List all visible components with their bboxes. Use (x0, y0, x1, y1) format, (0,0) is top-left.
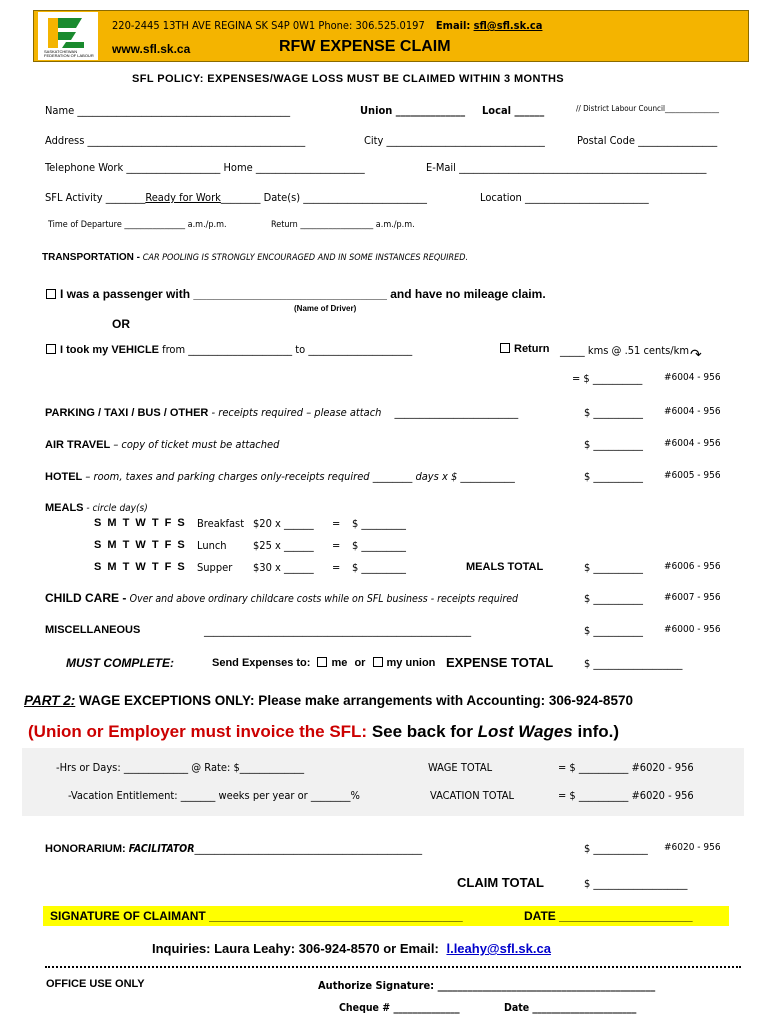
claim-total-amount[interactable]: $ ___________________ (584, 877, 688, 890)
email-link[interactable]: sfl@sfl.sk.ca (473, 19, 543, 32)
air-amount[interactable]: $ __________ (584, 438, 643, 451)
air-note: – copy of ticket must be attached (110, 438, 280, 451)
supper-rate[interactable]: $30 x ______ (253, 561, 314, 574)
lunch-label: Lunch (197, 539, 227, 552)
invoice-black-text: See back for (371, 722, 473, 741)
arrow-icon: ↷ (690, 346, 702, 362)
wage-total-label: WAGE TOTAL (428, 761, 493, 774)
address-text: 220-2445 13TH AVE REGINA SK S4P 0W1 Phone: 306.525.0197 (112, 19, 425, 32)
local-field[interactable]: Local ______ (482, 104, 545, 117)
meal-days-breakfast[interactable]: S M T W T F S (94, 517, 187, 529)
parking-row (45, 406, 518, 419)
childcare-amount[interactable]: $ __________ (584, 592, 643, 605)
logo-caption: SASKATCHEWAN FEDERATION OF LABOUR (44, 49, 94, 58)
vehicle-route: from _____________________ to _____________________ (162, 343, 413, 356)
childcare-label: CHILD CARE - (45, 591, 127, 605)
misc-label: MISCELLANEOUS (45, 624, 141, 636)
transport-note: CAR POOLING IS STRONGLY ENCOURAGED AND IN SOME INSTANCES REQUIRED. (142, 253, 469, 263)
telephone-field[interactable]: Telephone Work ___________________ Home ______________________ (45, 161, 365, 174)
send-me-label: me (331, 657, 348, 669)
inquiries-row (152, 941, 551, 956)
union-field[interactable]: Union ______________ (360, 104, 466, 117)
activity-label: SFL Activity ________ (45, 191, 146, 204)
name-field[interactable]: Name ___________________________________________ (45, 104, 291, 117)
signature-row[interactable] (50, 909, 463, 923)
lost-wages-text: Lost Wages (477, 722, 573, 741)
inquiries-email-link[interactable]: l.leahy@sfl.sk.ca (446, 941, 551, 956)
passenger-checkbox[interactable] (46, 289, 56, 299)
invoice-red-text: (Union or Employer must invoice the SFL: (28, 722, 368, 741)
policy-text: SFL POLICY: EXPENSES/WAGE LOSS MUST BE CLAIMED WITHIN 3 MONTHS (132, 73, 565, 85)
claim-total-label: CLAIM TOTAL (457, 875, 544, 890)
info-text: info.) (577, 722, 620, 741)
hotel-amount[interactable]: $ __________ (584, 470, 643, 483)
parking-note: - receipts required – please attach (208, 406, 382, 419)
breakfast-equals: = (332, 517, 341, 530)
passenger-option[interactable] (46, 287, 546, 301)
misc-line[interactable]: ______________________________________________________ (204, 624, 472, 637)
email-field[interactable]: E-Mail __________________________________________________ (426, 161, 707, 174)
vacation-total-amount[interactable]: = $ __________ #6020 - 956 (558, 789, 694, 802)
honorarium-code: #6020 - 956 (664, 842, 721, 853)
facilitator-label: FACILITATOR (128, 843, 195, 855)
honorarium-label: HONORARIUM: (45, 843, 126, 855)
meal-days-lunch[interactable]: S M T W T F S (94, 539, 187, 551)
send-union-label: my union (386, 657, 436, 669)
vacation-field[interactable]: -Vacation Entitlement: _______ weeks per year or ________% (68, 789, 360, 802)
invoice-note (28, 722, 619, 742)
parking-label: PARKING / TAXI / BUS / OTHER (45, 407, 209, 419)
return-field[interactable]: Return __________________ a.m./p.m. (271, 220, 415, 230)
office-date-field[interactable]: Date ______________________ (504, 1002, 637, 1014)
parking-line[interactable]: _________________________ (394, 406, 519, 419)
signature-label: SIGNATURE OF CLAIMANT (50, 909, 206, 923)
send-label: Send Expenses to: (212, 657, 311, 669)
air-label: AIR TRAVEL (45, 439, 111, 451)
mileage-amount[interactable]: = $ __________ (572, 372, 643, 385)
must-complete-label: MUST COMPLETE: (66, 656, 174, 670)
meals-total-label: MEALS TOTAL (466, 561, 544, 573)
wage-total-amount[interactable]: = $ __________ #6020 - 956 (558, 761, 694, 774)
part2-text: WAGE EXCEPTIONS ONLY: Please make arrangements with Accounting: 306-924-8570 (79, 693, 633, 708)
lunch-total[interactable]: $ _________ (352, 539, 406, 552)
cheque-field[interactable]: Cheque # ______________ (339, 1002, 460, 1014)
hotel-note[interactable]: – room, taxes and parking charges only-receipts required ________ days x $ ___________ (82, 470, 515, 483)
parking-code: #6004 - 956 (664, 406, 721, 417)
send-or: or (354, 657, 366, 669)
misc-amount[interactable]: $ __________ (584, 624, 643, 637)
meals-total-amount[interactable]: $ __________ (584, 561, 643, 574)
lunch-equals: = (332, 539, 341, 552)
mileage-code: #6004 - 956 (664, 372, 721, 383)
wage-section (22, 748, 744, 816)
send-union-checkbox[interactable] (373, 657, 383, 667)
misc-code: #6000 - 956 (664, 624, 721, 635)
hotel-row (45, 470, 515, 483)
lunch-rate[interactable]: $25 x ______ (253, 539, 314, 552)
divider (45, 966, 741, 968)
send-expenses (212, 657, 435, 669)
office-use-label: OFFICE USE ONLY (46, 978, 145, 990)
authorize-signature[interactable]: Authorize Signature: ____________________________________________ (318, 979, 656, 992)
meals-total-code: #6006 - 956 (664, 561, 721, 572)
transport-heading (42, 252, 468, 263)
vehicle-label: I took my VEHICLE (60, 344, 160, 356)
supper-label: Supper (197, 561, 233, 574)
part2-heading (24, 693, 633, 708)
expense-total-label: EXPENSE TOTAL (446, 655, 554, 670)
meals-note: - circle day(s) (83, 503, 148, 514)
return-option[interactable] (500, 343, 549, 355)
breakfast-label: Breakfast (197, 517, 245, 530)
breakfast-rate[interactable]: $20 x ______ (253, 517, 314, 530)
childcare-note: Over and above ordinary childcare costs while on SFL business - receipts required (129, 593, 519, 605)
kms-field[interactable]: _____ kms @ .51 cents/km (560, 344, 690, 357)
part2-label: PART 2: (24, 693, 76, 708)
meals-label: MEALS (45, 502, 84, 514)
council-field[interactable]: // District Labour Council_______________ (576, 104, 719, 113)
signature-date[interactable]: DATE ____________________ (524, 909, 693, 923)
header-address (112, 19, 542, 32)
location-field[interactable]: Location _________________________ (480, 191, 649, 204)
expense-total-amount[interactable]: $ __________________ (584, 657, 683, 670)
meal-days-supper[interactable]: S M T W T F S (94, 561, 187, 573)
activity-field[interactable] (45, 191, 427, 204)
hotel-code: #6005 - 956 (664, 470, 721, 481)
or-label: OR (112, 317, 130, 331)
sfl-logo (38, 12, 98, 60)
vehicle-option[interactable] (46, 343, 412, 356)
dates-field: ________ Date(s) _________________________ (220, 191, 427, 204)
meals-heading (45, 502, 148, 514)
honorarium-amount[interactable]: $ ___________ (584, 842, 648, 855)
send-me-checkbox[interactable] (317, 657, 327, 667)
childcare-row (45, 591, 518, 605)
supper-equals: = (332, 561, 341, 574)
departure-field[interactable]: Time of Departure _______________ a.m./p.m. (48, 220, 227, 230)
driver-note: (Name of Driver) (294, 304, 357, 313)
return-label: Return (514, 343, 550, 355)
signature-line[interactable]: ______________________________________ (209, 909, 463, 923)
passenger-text: I was a passenger with _____________________________ and have no mileage claim. (60, 287, 546, 301)
transport-label: TRANSPORTATION - (42, 252, 140, 263)
breakfast-total[interactable]: $ _________ (352, 517, 406, 530)
honorarium-row (45, 842, 422, 855)
honorarium-line[interactable]: ______________________________________________ (194, 842, 423, 855)
hotel-label: HOTEL (45, 471, 83, 483)
supper-total[interactable]: $ _________ (352, 561, 406, 574)
air-row (45, 438, 279, 451)
inquiries-text: Inquiries: Laura Leahy: 306-924-8570 or Email: (152, 941, 439, 956)
parking-amount[interactable]: $ __________ (584, 406, 643, 419)
vacation-total-label: VACATION TOTAL (430, 789, 515, 802)
childcare-code: #6007 - 956 (664, 592, 721, 603)
address-field[interactable]: Address ____________________________________________ (45, 134, 306, 147)
hrs-rate-field[interactable]: -Hrs or Days: _____________ @ Rate: $_____________ (56, 761, 305, 774)
form-title: RFW EXPENSE CLAIM (279, 38, 451, 55)
postal-field[interactable]: Postal Code ________________ (577, 134, 718, 147)
activity-value: Ready for Work (145, 191, 221, 204)
header-website[interactable]: www.sfl.sk.ca (112, 42, 191, 56)
email-label: Email: (435, 19, 471, 32)
city-field[interactable]: City ________________________________ (364, 134, 545, 147)
vehicle-checkbox[interactable] (46, 344, 56, 354)
air-code: #6004 - 956 (664, 438, 721, 449)
return-checkbox[interactable] (500, 343, 510, 353)
